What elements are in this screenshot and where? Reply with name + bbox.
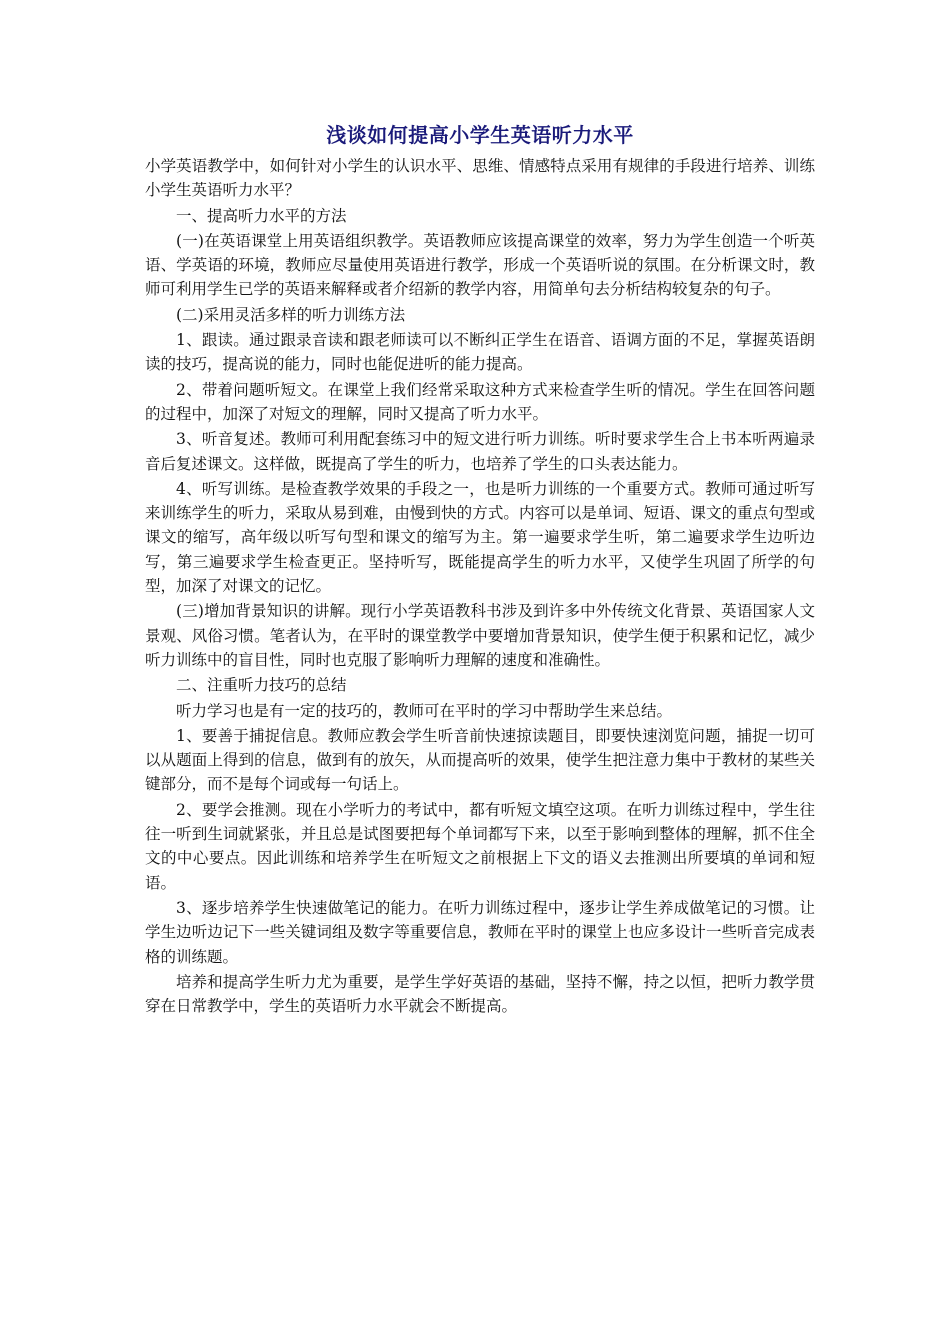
paragraph-intro: 小学英语教学中，如何针对小学生的认识水平、思维、情感特点采用有规律的手段进行培养、训练小学生英语听力水平？ — [145, 157, 815, 200]
paragraph-retelling: 3、听音复述。教师可利用配套练习中的短文进行听力训练。听时要求学生合上书本听两遍录音后复述课文。这样做，既提高了学生的听力，也培养了学生的口头表达能力。 — [145, 430, 815, 473]
document-page — [145, 120, 815, 1019]
heading-section-2: 二、注重听力技巧的总结 — [176, 676, 347, 695]
heading-subsection-1-2: (二)采用灵活多样的听力训练方法 — [176, 305, 406, 324]
document-title: 浅谈如何提高小学生英语听力水平 — [326, 123, 634, 147]
paragraph-background-knowledge: (三)增加背景知识的讲解。现行小学英语教科书涉及到许多中外传统文化背景、英语国家人文景观、风俗习惯。笔者认为，在平时的课堂教学中要增加背景知识，使学生便于积累和记忆，减少听力训练中的盲目性，同时也克服了影响听力理解的速度和准确性。 — [145, 602, 815, 669]
paragraph-conclusion: 培养和提高学生听力尤为重要，是学生学好英语的基础，坚持不懈，持之以恒，把听力教学贯穿在日常教学中，学生的英语听力水平就会不断提高。 — [145, 972, 815, 1016]
paragraph-capture-info: 1、要善于捕捉信息。教师应教会学生听音前快速掠读题目，即要快速浏览问题，捕捉一切可以从题面上得到的信息，做到有的放矢，从而提高听的效果，使学生把注意力集中于教材的某些关键部分，而不是每个词或每一句话上。 — [145, 726, 815, 794]
paragraph-note-taking: 3、逐步培养学生快速做笔记的能力。在听力训练过程中，逐步让学生养成做笔记的习惯。让学生边听边记下一些关键词组及数字等重要信息，教师在平时的课堂上也应多设计一些听音完成表格的训练题。 — [145, 898, 815, 966]
paragraph-1-1: (一)在英语课堂上用英语组织教学。英语教师应该提高课堂的效率，努力为学生创造一个听英语、学英语的环境，教师应尽量使用英语进行教学，形成一个英语听说的氛围。在分析课文时，教师可利用学生已学的英语来解释或者介绍新的教学内容，用简单句去分析结构较复杂的句子。 — [145, 231, 815, 299]
paragraph-follow-reading: 1、跟读。通过跟录音读和跟老师读可以不断纠正学生在语音、语调方面的不足，掌握英语朗读的技巧，提高说的能力，同时也能促进听的能力提高。 — [145, 331, 815, 374]
heading-section-1: 一、提高听力水平的方法 — [176, 206, 347, 225]
paragraph-question-listening: 2、带着问题听短文。在课堂上我们经常采取这种方式来检查学生听的情况。学生在回答问题的过程中，加深了对短文的理解，同时又提高了听力水平。 — [145, 380, 815, 423]
paragraph-inference: 2、要学会推测。现在小学听力的考试中，都有听短文填空这项。在听力训练过程中，学生往往一听到生词就紧张，并且总是试图要把每个单词都写下来，以至于影响到整体的理解，抓不住全文的中心要点。因此训练和培养学生在听短文之前根据上下文的语义去推测出所要填的单词和短语。 — [145, 800, 815, 892]
paragraph-skills-intro: 听力学习也是有一定的技巧的，教师可在平时的学习中帮助学生来总结。 — [176, 701, 673, 720]
paragraph-dictation: 4、听写训练。是检查教学效果的手段之一，也是听力训练的一个重要方式。教师可通过听写来训练学生的听力，采取从易到难，由慢到快的方式。内容可以是单词、短语、课文的重点句型或课文的缩写，高年级以听写句型和课文的缩写为主。第一遍要求学生听，第二遍要求学生边听边写，第三遍要求学生检查更正。坚持听写，既能提高学生的听力水平，又使学生巩固了所学的句型，加深了对课文的记忆。 — [145, 479, 815, 596]
